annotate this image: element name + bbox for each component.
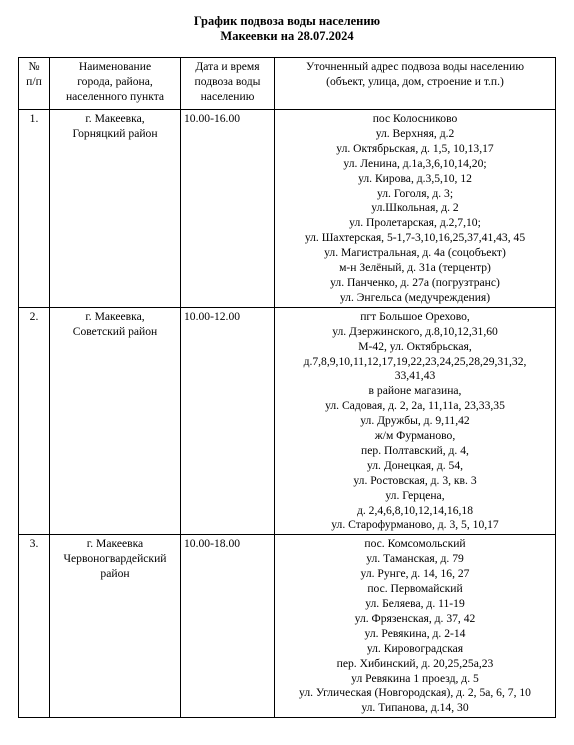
address-line: 33,41,43 bbox=[394, 369, 436, 383]
address-line: ул. Ростовская, д. 3, кв. 3 bbox=[353, 473, 477, 487]
address-line: ул. Гоголя, д. 3; bbox=[376, 186, 454, 200]
address-line: в районе магазина, bbox=[368, 384, 462, 398]
delivery-time: 10.00-18.00 bbox=[184, 537, 241, 551]
address-line: ул. Пролетарская, д.2,7,10; bbox=[349, 216, 481, 230]
address-line: ул. Беляева, д. 11-19 bbox=[365, 597, 465, 610]
address-line: М-42, ул. Октябрьская, bbox=[358, 339, 472, 353]
address-line: ул. Кирова, д.3,5,10, 12 bbox=[358, 171, 472, 185]
address-line: ул. Рунге, д. 14, 16, 27 bbox=[360, 567, 470, 581]
address-line: ул. Дзержинского, д.8,10,12,31,60 bbox=[332, 324, 498, 338]
header-address bbox=[275, 58, 556, 110]
city-district-line: г. Макеевка, bbox=[85, 309, 145, 323]
address-line: д. 2,4,6,8,10,12,14,16,18 bbox=[356, 503, 474, 517]
address-line: ул. Герцена, bbox=[385, 488, 445, 502]
row-number-cell bbox=[19, 535, 50, 718]
address-line: ул. Ревякина, д. 2-14 bbox=[364, 626, 466, 640]
address-line: д.7,8,9,10,11,12,17,19,22,23,24,25,28,29,31,32, bbox=[303, 354, 527, 368]
address-line: ул. Панченко, д. 27а (погрузтранс) bbox=[330, 275, 500, 289]
water-delivery-schedule-table bbox=[18, 57, 556, 718]
delivery-time-cell bbox=[181, 110, 275, 308]
table-header-row bbox=[19, 58, 556, 110]
header-city-line: города, района, bbox=[77, 74, 153, 88]
address-line: пер. Хибинский, д. 20,25,25а,23 bbox=[336, 656, 494, 670]
address-line: ул.Школьная, д. 2 bbox=[371, 201, 459, 215]
city-district-line: г. Макеевка bbox=[86, 537, 144, 551]
document-title-line-1: График подвоза воды населению bbox=[193, 14, 381, 28]
city-district-line: Горняцкий район bbox=[72, 126, 158, 140]
delivery-time-cell bbox=[181, 307, 275, 535]
delivery-time: 10.00-16.00 bbox=[184, 112, 241, 125]
header-city bbox=[50, 58, 181, 110]
table-row bbox=[19, 307, 556, 535]
address-line: пос. Первомайский bbox=[367, 582, 463, 596]
address-line: ул. Шахтерская, 5-1,7-3,10,16,25,37,41,43, 45 bbox=[304, 231, 526, 245]
header-city-line: населенного пункта bbox=[65, 89, 165, 103]
city-district-cell bbox=[50, 535, 181, 718]
address-line: пгт Большое Орехово, bbox=[360, 309, 470, 323]
row-number: 1. bbox=[29, 112, 39, 125]
document-title-line-2: Макеевки на 28.07.2024 bbox=[220, 29, 354, 43]
header-address-line: (объект, улица, дом, строение и т.п.) bbox=[326, 74, 504, 88]
city-district-cell bbox=[50, 307, 181, 535]
header-num-line: № bbox=[28, 60, 40, 73]
city-district-line: район bbox=[100, 567, 130, 581]
address-line: ул. Магистральная, д. 4а (соцобъект) bbox=[324, 246, 506, 260]
header-time-line: подвоза воды bbox=[194, 74, 261, 88]
address-line: ул. Садовая, д. 2, 2а, 11,11а, 23,33,35 bbox=[325, 399, 505, 413]
header-num bbox=[19, 58, 50, 110]
city-district-cell bbox=[50, 110, 181, 308]
address-line: ул. Ленина, д.1а,3,6,10,14,20; bbox=[343, 156, 487, 170]
row-number: 2. bbox=[29, 309, 39, 323]
address-line: пос. Комсомольский bbox=[364, 537, 466, 551]
header-address-line: Уточненный адрес подвоза воды населению bbox=[305, 60, 525, 73]
address-line: ул. Углическая (Новгородская), д. 2, 5а, 6, 7, 10 bbox=[299, 686, 531, 700]
address-line: ул. Типанова, д.14, 30 bbox=[361, 701, 469, 715]
address-line: ул. Кировоградская bbox=[366, 641, 464, 655]
delivery-time: 10.00-12.00 bbox=[184, 309, 241, 323]
header-time bbox=[181, 58, 275, 110]
address-line: ул. Энгельса (медучреждения) bbox=[339, 290, 491, 304]
delivery-time-cell bbox=[181, 535, 275, 718]
header-num-line: п/п bbox=[26, 74, 42, 88]
address-line: пер. Полтавский, д. 4, bbox=[361, 443, 469, 457]
address-line: ул. Старофурмановo, д. 3, 5, 10,17 bbox=[331, 518, 499, 532]
city-district-line: Советский район bbox=[72, 324, 158, 338]
address-line: ул. Донецкая, д. 54, bbox=[366, 458, 464, 472]
header-city-line: Наименование bbox=[78, 60, 152, 73]
address-cell bbox=[275, 110, 556, 308]
address-line: м-н Зелёный, д. 31а (терцентр) bbox=[339, 261, 491, 275]
table-body bbox=[19, 110, 556, 718]
address-line: ж/м Фурманово, bbox=[374, 429, 456, 443]
address-line: ул. Дружбы, д. 9,11,42 bbox=[360, 414, 470, 428]
row-number: 3. bbox=[29, 537, 39, 551]
address-cell bbox=[275, 535, 556, 718]
address-cell bbox=[275, 307, 556, 535]
address-line: ул. Октябрьская, д. 1,5, 10,13,17 bbox=[336, 141, 494, 155]
row-number-cell bbox=[19, 110, 50, 308]
row-number-cell bbox=[19, 307, 50, 535]
address-line: ул. Верхняя, д.2 bbox=[375, 126, 455, 140]
city-district-line: г. Макеевка, bbox=[85, 112, 145, 125]
address-line: пос Колосниково bbox=[372, 112, 458, 125]
table-row bbox=[19, 110, 556, 308]
header-time-line: населению bbox=[200, 89, 255, 103]
header-time-line: Дата и время bbox=[195, 60, 260, 73]
address-line: ул. Таманская, д. 79 bbox=[366, 552, 464, 566]
address-line: ул Ревякина 1 проезд, д. 5 bbox=[351, 671, 479, 685]
table-row bbox=[19, 535, 556, 718]
city-district-line: Червоногвардейский bbox=[63, 552, 167, 566]
address-line: ул. Фрязенская, д. 37, 42 bbox=[354, 611, 476, 625]
